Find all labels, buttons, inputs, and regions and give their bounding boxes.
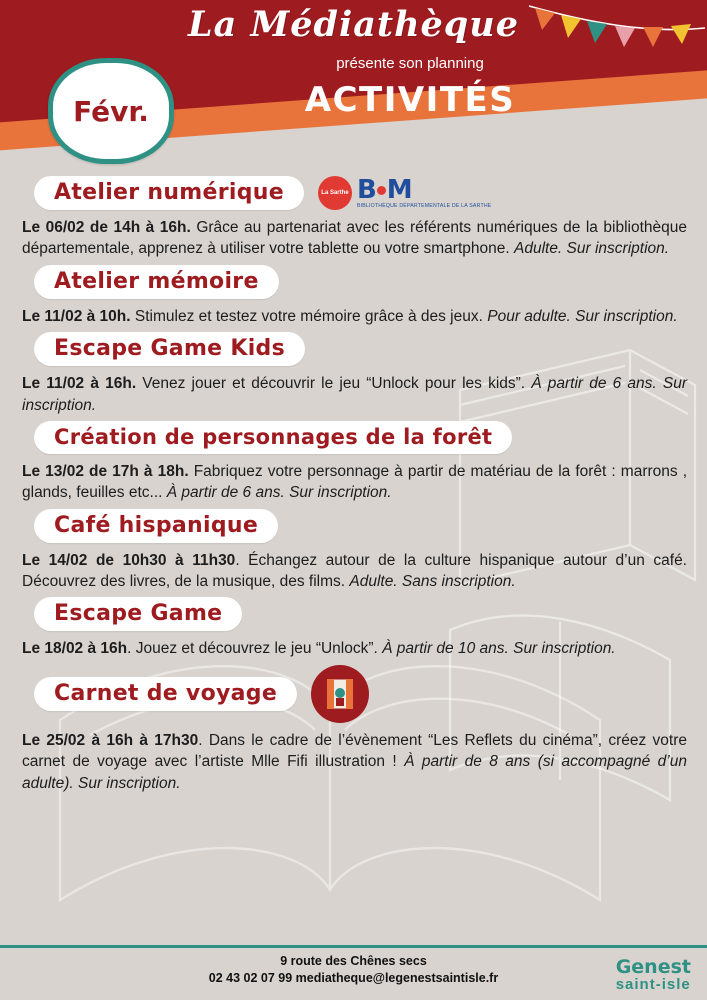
- event-title: Création de personnages de la forêt: [34, 421, 512, 454]
- event-date: Le 11/02 à 16h.: [22, 375, 137, 393]
- event-note: À partir de 6 ans. Sur inscription.: [166, 484, 392, 502]
- event-description: [22, 638, 687, 659]
- event-item: [0, 421, 707, 504]
- event-item: [0, 332, 707, 416]
- event-body: Stimulez et testez votre mémoire grâce à des jeux.: [130, 307, 488, 325]
- event-date: Le 11/02 à 10h.: [22, 307, 131, 325]
- event-note: Adulte. Sur inscription.: [513, 240, 670, 258]
- commune-logo: [616, 958, 691, 992]
- month-badge: [48, 58, 174, 164]
- event-description: [22, 730, 687, 794]
- carnet-de-voyage-icon: [311, 665, 369, 723]
- bdm-logo: [318, 176, 491, 210]
- event-body: . Dans le cadre de l’évènement “Les Reflets du cinéma”, créez votre carnet de voyage avec l’artiste Mlle Fifi illustration !: [22, 731, 687, 771]
- header-keyword: ACTIVITÉS: [304, 80, 516, 120]
- header-subtitle: présente son planning: [336, 55, 484, 72]
- commune-logo-line2: saint-isle: [615, 976, 691, 993]
- footer-address: 9 route des Chênes secs: [280, 954, 427, 968]
- event-date: Le 06/02 de 14h à 16h.: [22, 219, 191, 236]
- event-title: Carnet de voyage: [34, 677, 297, 711]
- event-description: [22, 550, 687, 593]
- event-description: [22, 217, 687, 260]
- event-item: [0, 265, 707, 327]
- event-note: À partir de 10 ans. Sur inscription.: [382, 640, 616, 658]
- commune-logo-line1: Genest: [615, 956, 691, 978]
- event-title: Escape Game Kids: [34, 332, 305, 366]
- bdm-badge-label: La Sarthe: [321, 189, 349, 196]
- event-item: [0, 509, 707, 593]
- events-list: [0, 176, 707, 799]
- poster-header: [0, 0, 707, 175]
- event-body: Fabriquez votre personnage à partir de matériau de la forêt : marrons , glands, feuilles etc...: [22, 462, 688, 502]
- event-date: Le 18/02 à 16h: [22, 640, 128, 658]
- event-date: Le 25/02 à 16h à 17h30: [22, 731, 199, 749]
- event-body: Venez jouer et découvrir le jeu “Unlock pour les kids”.: [136, 375, 532, 393]
- event-body: Grâce au partenariat avec les référents numériques de la bibliothèque départementale, apprenez à utiliser votre tablette ou votre smartphone.: [22, 219, 688, 258]
- bdm-badge-icon: [318, 176, 352, 210]
- footer-contact: 02 43 02 07 99 mediatheque@legenestsaintisle.fr: [208, 971, 499, 985]
- event-note: À partir de 6 ans. Sur inscription.: [22, 375, 688, 414]
- page-title: La Médiathèque: [188, 4, 519, 45]
- event-note: À partir de 8 ans (si accompagné d’un adulte). Sur inscription.: [22, 753, 687, 792]
- event-description: [22, 306, 687, 327]
- bdm-subtitle: BIBLIOTHÈQUE DÉPARTEMENTALE DE LA SARTHE: [356, 202, 492, 209]
- event-title: Atelier mémoire: [34, 265, 279, 299]
- event-body: . Jouez et découvrez le jeu “Unlock”.: [127, 640, 383, 658]
- month-label: Févr.: [73, 94, 149, 128]
- event-note: Adulte. Sans inscription.: [349, 573, 516, 590]
- poster-footer: [0, 945, 707, 1000]
- event-item: [0, 665, 707, 794]
- event-title: Café hispanique: [34, 509, 278, 543]
- event-date: Le 13/02 de 17h à 18h.: [22, 462, 189, 480]
- event-item: [0, 176, 707, 260]
- event-body: . Échangez autour de la culture hispanique autour d’un café. Découvrez des livres, de la musique, des films.: [22, 551, 687, 590]
- bdm-dot-icon: [377, 186, 386, 195]
- event-description: [22, 461, 687, 504]
- event-item: [0, 597, 707, 659]
- bunting-icon: [527, 0, 707, 75]
- event-title: Escape Game: [34, 597, 242, 631]
- bdm-letters: B M: [356, 174, 412, 205]
- event-title: Atelier numérique: [34, 176, 304, 210]
- event-date: Le 14/02 de 10h30 à 11h30: [22, 551, 236, 569]
- event-description: [22, 373, 687, 416]
- event-note: Pour adulte. Sur inscription.: [487, 307, 678, 325]
